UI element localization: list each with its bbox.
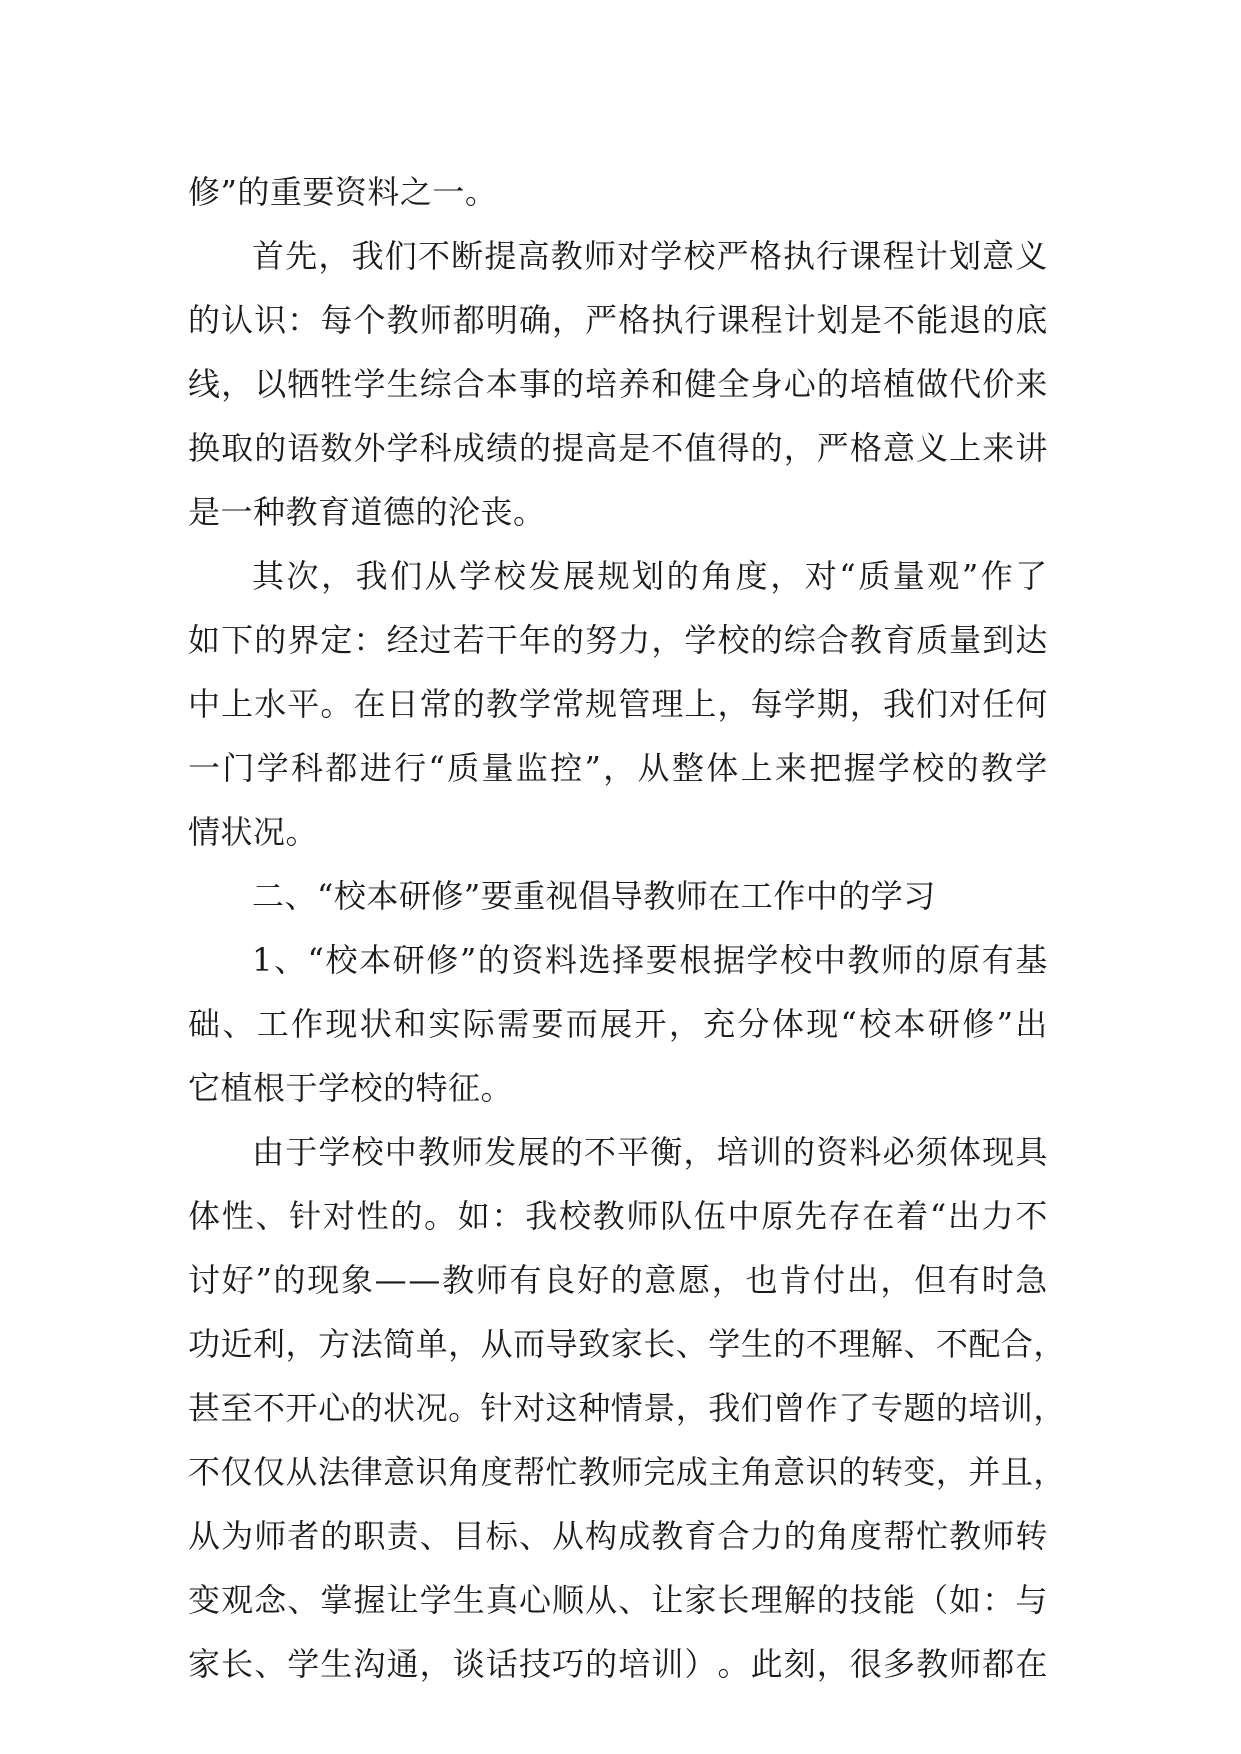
text-line: 如 下 的 界 定 ： 经 过 若 干 年 的 努 力 ， 学 校 的 综 合 教 育 质 量 到 达 — [188, 621, 1048, 659]
text-line: 体 性 、 针 对 性 的 。 如 ： 我 校 教 师 队 伍 中 原 先 存 在 着 “ 出 力 不 — [188, 1197, 1048, 1235]
text-line: 是一种教育道德的沦丧。 — [188, 493, 546, 531]
text-line: 1 、 “ 校 本 研 修 ” 的 资 料 选 择 要 根 据 学 校 中 教 师 的 原 有 基 — [252, 941, 1048, 979]
text-line: 功 近 利 ， 方 法 简 单 ， 从 而 导 致 家 长 、 学 生 的 不 理 解 、 不 配 合 ， — [188, 1325, 1066, 1363]
text-line: 其 次 ， 我 们 从 学 校 发 展 规 划 的 角 度 ， 对 “ 质 量 观 ” 作 了 — [252, 557, 1048, 595]
text-line: 换 取 的 语 数 外 学 科 成 绩 的 提 高 是 不 值 得 的 ， 严 格 意 义 上 来 讲 — [188, 429, 1048, 467]
text-line: 情状况。 — [188, 813, 319, 851]
text-line: 首 先 ， 我 们 不 断 提 高 教 师 对 学 校 严 格 执 行 课 程 计 划 意 义 — [252, 237, 1048, 275]
text-line: 础 、 工 作 现 状 和 实 际 需 要 而 展 开 ， 充 分 体 现 “ 校 本 研 修 ” 出 — [188, 1005, 1048, 1043]
text-line: 的 认 识 ： 每 个 教 师 都 明 确 ， 严 格 执 行 课 程 计 划 是 不 能 退 的 底 — [188, 301, 1048, 339]
text-line: 家 长 、 学 生 沟 通 ， 谈 话 技 巧 的 培 训 ） 。 此 刻 ， 很 多 教 师 都 在 — [188, 1645, 1048, 1683]
text-line: 不 仅 仅 从 法 律 意 识 角 度 帮 忙 教 师 完 成 主 角 意 识 的 转 变 ， 并 且 ， — [188, 1453, 1066, 1491]
text-line: 从 为 师 者 的 职 责 、 目 标 、 从 构 成 教 育 合 力 的 角 度 帮 忙 教 师 转 — [188, 1517, 1048, 1555]
text-line: 甚 至 不 开 心 的 状 况 。 针 对 这 种 情 景 ， 我 们 曾 作 了 专 题 的 培 训 ， — [188, 1389, 1066, 1427]
text-line: 修”的重要资料之一。 — [188, 173, 498, 211]
text-line: 二、“校本研修”要重视倡导教师在工作中的学习 — [252, 877, 936, 915]
text-line: 由 于 学 校 中 教 师 发 展 的 不 平 衡 ， 培 训 的 资 料 必 须 体 现 具 — [252, 1133, 1048, 1171]
text-line: 一 门 学 科 都 进 行 “ 质 量 监 控 ” ， 从 整 体 上 来 把 握 学 校 的 教 学 — [188, 749, 1048, 787]
text-line: 讨 好 ” 的 现 象 — — 教 师 有 良 好 的 意 愿 ， 也 肯 付 出 ， 但 有 时 急 — [188, 1261, 1048, 1299]
text-line: 变 观 念 、 掌 握 让 学 生 真 心 顺 从 、 让 家 长 理 解 的 技 能 （ 如 ： 与 — [188, 1581, 1048, 1619]
text-line: 线 ， 以 牺 牲 学 生 综 合 本 事 的 培 养 和 健 全 身 心 的 培 植 做 代 价 来 — [188, 365, 1048, 403]
text-line: 中 上 水 平 。 在 日 常 的 教 学 常 规 管 理 上 ， 每 学 期 ， 我 们 对 任 何 — [188, 685, 1048, 723]
text-line: 它植根于学校的特征。 — [188, 1069, 514, 1107]
document-page — [188, 160, 1066, 1696]
